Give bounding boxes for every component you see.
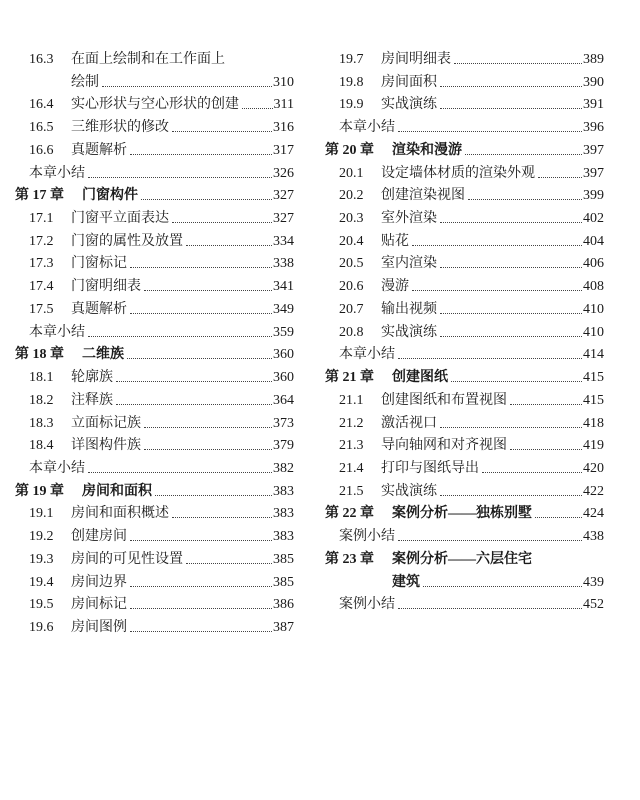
dot-leader — [240, 94, 273, 117]
dot-leader — [410, 231, 582, 254]
entry-title: 立面标记族 — [71, 415, 141, 431]
section-number: 21.3 — [339, 438, 364, 454]
toc-entry — [325, 49, 604, 72]
dot-leader — [508, 435, 582, 458]
chapter-number: 第 19 章 — [15, 483, 64, 499]
dot-leader — [86, 163, 272, 186]
toc-entry — [325, 253, 604, 276]
entry-title: 贴花 — [381, 233, 409, 249]
section-number: 18.3 — [29, 415, 54, 431]
section-number: 17.1 — [29, 211, 54, 227]
section-number: 20.1 — [339, 165, 364, 181]
page-number: 397 — [583, 142, 604, 158]
page-number: 386 — [273, 597, 294, 613]
entry-title: 本章小结 — [29, 324, 85, 340]
dot-leader — [86, 458, 272, 481]
page-number: 385 — [273, 551, 294, 567]
dot-leader — [128, 594, 272, 617]
page-number: 383 — [273, 529, 294, 545]
entry-title: 渲染和漫游 — [392, 142, 462, 158]
section-number: 20.3 — [339, 211, 364, 227]
dot-leader — [421, 572, 582, 595]
page-number: 382 — [273, 460, 294, 476]
entry-title: 绘制 — [71, 74, 99, 90]
toc-chapter-entry — [325, 549, 604, 572]
section-number: 20.2 — [339, 188, 364, 204]
page-number: 391 — [583, 97, 604, 113]
page-number: 415 — [583, 392, 604, 408]
toc-chapter-entry — [325, 503, 604, 526]
dot-leader — [438, 322, 582, 345]
entry-title: 实战演练 — [381, 324, 437, 340]
section-number: 20.4 — [339, 233, 364, 249]
dot-leader — [114, 367, 272, 390]
dot-leader — [114, 390, 272, 413]
toc-entry — [15, 276, 294, 299]
page-number: 406 — [583, 256, 604, 272]
entry-title: 激活视口 — [381, 415, 437, 431]
page-number: 360 — [273, 347, 294, 363]
page-number: 389 — [583, 52, 604, 67]
toc-chapter-entry — [15, 185, 294, 208]
toc-entry — [15, 94, 294, 117]
toc-entry — [15, 367, 294, 390]
toc-entry — [325, 208, 604, 231]
toc-entry — [325, 435, 604, 458]
entry-title: 建筑 — [392, 574, 420, 590]
section-number: 17.2 — [29, 233, 54, 249]
toc-entry — [325, 322, 604, 345]
chapter-number: 第 20 章 — [325, 142, 374, 158]
dot-leader — [438, 208, 582, 231]
toc-entry — [325, 390, 604, 413]
entry-title: 本章小结 — [339, 120, 395, 136]
dot-leader — [128, 299, 272, 322]
page-number: 408 — [583, 279, 604, 295]
dot-leader — [125, 344, 272, 367]
entry-title: 房间和面积 — [82, 483, 152, 499]
toc-entry — [15, 140, 294, 163]
section-number: 16.3 — [29, 52, 54, 67]
section-number: 21.4 — [339, 460, 364, 476]
dot-leader — [438, 94, 582, 117]
section-number: 20.5 — [339, 256, 364, 272]
dot-leader — [449, 367, 582, 390]
toc-chapter-entry — [325, 367, 604, 390]
dot-leader — [438, 72, 582, 95]
page-number: 385 — [273, 574, 294, 590]
entry-title: 房间明细表 — [381, 52, 451, 67]
dot-leader — [410, 276, 582, 299]
entry-title: 房间图例 — [71, 619, 127, 635]
toc-entry — [15, 253, 294, 276]
section-number: 19.2 — [29, 529, 54, 545]
section-number: 17.5 — [29, 301, 54, 317]
entry-title: 门窗标记 — [71, 256, 127, 272]
section-number: 19.4 — [29, 574, 54, 590]
toc-entry — [325, 231, 604, 254]
toc-chapter-entry — [325, 140, 604, 163]
page-number: 316 — [273, 120, 294, 136]
section-number: 18.4 — [29, 438, 54, 454]
dot-leader — [452, 49, 582, 72]
page-number: 404 — [583, 233, 604, 249]
page-number: 422 — [583, 483, 604, 499]
entry-title: 设定墙体材质的渲染外观 — [381, 165, 535, 181]
page-number: 397 — [583, 165, 604, 181]
toc-entry — [325, 299, 604, 322]
entry-title: 房间和面积概述 — [71, 506, 169, 522]
page-number: 438 — [583, 529, 604, 545]
section-number: 19.5 — [29, 597, 54, 613]
toc-entry — [15, 117, 294, 140]
entry-title: 本章小结 — [29, 460, 85, 476]
section-number: 17.4 — [29, 279, 54, 295]
dot-leader — [438, 299, 582, 322]
page-number: 326 — [273, 165, 294, 181]
page-number: 338 — [273, 256, 294, 272]
dot-leader — [139, 185, 272, 208]
dot-leader — [142, 413, 272, 436]
entry-title: 案例小结 — [339, 529, 395, 545]
chapter-number: 第 17 章 — [15, 188, 64, 204]
dot-leader — [184, 231, 272, 254]
dot-leader — [466, 185, 582, 208]
chapter-number: 第 22 章 — [325, 506, 374, 522]
section-number: 21.5 — [339, 483, 364, 499]
dot-leader — [533, 503, 582, 526]
page-number: 317 — [273, 142, 294, 158]
page-number: 390 — [583, 74, 604, 90]
toc-entry — [15, 299, 294, 322]
toc-entry — [325, 117, 604, 140]
section-number: 19.9 — [339, 97, 364, 113]
dot-leader — [128, 140, 272, 163]
section-number: 20.8 — [339, 324, 364, 340]
section-number: 20.6 — [339, 279, 364, 295]
entry-title: 门窗明细表 — [71, 279, 141, 295]
entry-title: 漫游 — [381, 279, 409, 295]
page-number: 396 — [583, 120, 604, 136]
toc-entry — [15, 208, 294, 231]
toc-chapter-entry — [15, 344, 294, 367]
page-number: 399 — [583, 188, 604, 204]
dot-leader — [128, 253, 272, 276]
dot-leader — [184, 549, 272, 572]
page-number: 327 — [273, 211, 294, 227]
entry-title: 本章小结 — [339, 347, 395, 363]
dot-leader — [100, 72, 272, 95]
entry-title: 创建房间 — [71, 529, 127, 545]
dot-leader — [128, 572, 272, 595]
toc-entry — [15, 435, 294, 458]
dot-leader — [396, 344, 582, 367]
dot-leader — [396, 526, 582, 549]
section-number: 16.5 — [29, 120, 54, 136]
entry-title: 本章小结 — [29, 165, 85, 181]
section-number: 21.1 — [339, 392, 364, 408]
entry-title: 房间面积 — [381, 74, 437, 90]
page-number: 418 — [583, 415, 604, 431]
toc-entry — [325, 413, 604, 436]
dot-leader — [170, 503, 272, 526]
page-number: 439 — [583, 574, 604, 590]
entry-title: 实战演练 — [381, 483, 437, 499]
dot-leader — [142, 435, 272, 458]
toc-right-column — [325, 49, 604, 617]
section-number: 19.6 — [29, 619, 54, 635]
toc-entry — [15, 503, 294, 526]
page-number: 327 — [273, 188, 294, 204]
entry-title: 轮廓族 — [71, 370, 113, 386]
entry-title: 门窗平立面表达 — [71, 211, 169, 227]
toc-entry — [15, 390, 294, 413]
toc-entry — [325, 572, 604, 595]
page-number: 383 — [273, 483, 294, 499]
page-number: 383 — [273, 506, 294, 522]
dot-leader — [438, 253, 582, 276]
entry-title: 室内渲染 — [381, 256, 437, 272]
entry-title: 创建图纸 — [392, 370, 448, 386]
dot-leader — [480, 458, 582, 481]
toc-entry — [15, 163, 294, 186]
toc-entry — [325, 458, 604, 481]
entry-title: 室外渲染 — [381, 211, 437, 227]
dot-leader — [128, 617, 272, 640]
section-number: 16.4 — [29, 97, 54, 113]
entry-title: 打印与图纸导出 — [381, 460, 479, 476]
toc-entry — [15, 458, 294, 481]
dot-leader — [536, 163, 582, 186]
chapter-number: 第 23 章 — [325, 551, 374, 567]
dot-leader — [142, 276, 272, 299]
section-number: 20.7 — [339, 301, 364, 317]
toc-left-column — [15, 49, 294, 640]
entry-title: 导向轴网和对齐视图 — [381, 438, 507, 454]
toc-entry — [325, 185, 604, 208]
page-number: 402 — [583, 211, 604, 227]
section-number: 19.7 — [339, 52, 364, 67]
page-number: 334 — [273, 233, 294, 249]
page-number: 419 — [583, 438, 604, 454]
toc-entry — [15, 413, 294, 436]
toc-entry — [15, 617, 294, 640]
entry-title: 创建图纸和布置视图 — [381, 392, 507, 408]
toc-entry — [325, 481, 604, 504]
dot-leader — [170, 208, 272, 231]
entry-title: 真题解析 — [71, 301, 127, 317]
section-number: 17.3 — [29, 256, 54, 272]
page-number: 410 — [583, 324, 604, 340]
page-number: 310 — [273, 74, 294, 90]
toc-entry — [325, 94, 604, 117]
entry-title: 二维族 — [82, 347, 124, 363]
chapter-number: 第 18 章 — [15, 347, 64, 363]
dot-leader — [86, 322, 272, 345]
dot-leader — [438, 481, 582, 504]
dot-leader — [153, 481, 272, 504]
toc-entry — [15, 322, 294, 345]
toc-entry — [325, 163, 604, 186]
section-number: 19.1 — [29, 506, 54, 522]
dot-leader — [438, 413, 582, 436]
dot-leader — [128, 526, 272, 549]
entry-title: 门窗构件 — [82, 188, 138, 204]
page-number: 410 — [583, 301, 604, 317]
chapter-number: 第 21 章 — [325, 370, 374, 386]
entry-title: 房间的可见性设置 — [71, 551, 183, 567]
entry-title: 房间标记 — [71, 597, 127, 613]
entry-title: 实战演练 — [381, 97, 437, 113]
entry-title: 案例小结 — [339, 597, 395, 613]
toc-entry — [15, 572, 294, 595]
entry-title: 注释族 — [71, 392, 113, 408]
dot-leader — [396, 117, 582, 140]
page-number: 341 — [273, 279, 294, 295]
toc-chapter-entry — [15, 481, 294, 504]
toc-entry — [15, 549, 294, 572]
page-number: 360 — [273, 370, 294, 386]
section-number: 21.2 — [339, 415, 364, 431]
toc-entry — [15, 49, 294, 72]
toc-entry — [15, 594, 294, 617]
dot-leader — [463, 140, 582, 163]
page-number: 415 — [583, 370, 604, 386]
page-number: 311 — [273, 97, 294, 113]
page-number: 420 — [583, 460, 604, 476]
toc-entry — [15, 72, 294, 95]
entry-title: 三维形状的修改 — [71, 120, 169, 136]
page-number: 379 — [273, 438, 294, 454]
toc-entry — [15, 231, 294, 254]
section-number: 19.3 — [29, 551, 54, 567]
entry-title: 创建渲染视图 — [381, 188, 465, 204]
page-number: 349 — [273, 301, 294, 317]
page-number: 424 — [583, 506, 604, 522]
toc-entry — [325, 344, 604, 367]
section-number: 19.8 — [339, 74, 364, 90]
entry-title: 在面上绘制和在工作面上 — [71, 52, 225, 67]
section-number: 18.2 — [29, 392, 54, 408]
section-number: 16.6 — [29, 142, 54, 158]
entry-title: 实心形状与空心形状的创建 — [71, 97, 239, 113]
entry-title: 门窗的属性及放置 — [71, 233, 183, 249]
toc-entry — [325, 72, 604, 95]
entry-title: 案例分析——六层住宅 — [392, 551, 532, 567]
toc-entry — [325, 594, 604, 617]
page-number: 373 — [273, 415, 294, 431]
dot-leader — [396, 594, 582, 617]
entry-title: 详图构件族 — [71, 438, 141, 454]
entry-title: 案例分析——独栋别墅 — [392, 506, 532, 522]
page-number: 387 — [273, 619, 294, 635]
entry-title: 房间边界 — [71, 574, 127, 590]
page-number: 414 — [583, 347, 604, 363]
entry-title: 真题解析 — [71, 142, 127, 158]
toc-entry — [325, 276, 604, 299]
entry-title: 输出视频 — [381, 301, 437, 317]
dot-leader — [170, 117, 272, 140]
section-number: 18.1 — [29, 370, 54, 386]
page-number: 359 — [273, 324, 294, 340]
dot-leader — [508, 390, 582, 413]
toc-entry — [15, 526, 294, 549]
page-number: 364 — [273, 392, 294, 408]
page-number: 452 — [583, 597, 604, 613]
toc-entry — [325, 526, 604, 549]
